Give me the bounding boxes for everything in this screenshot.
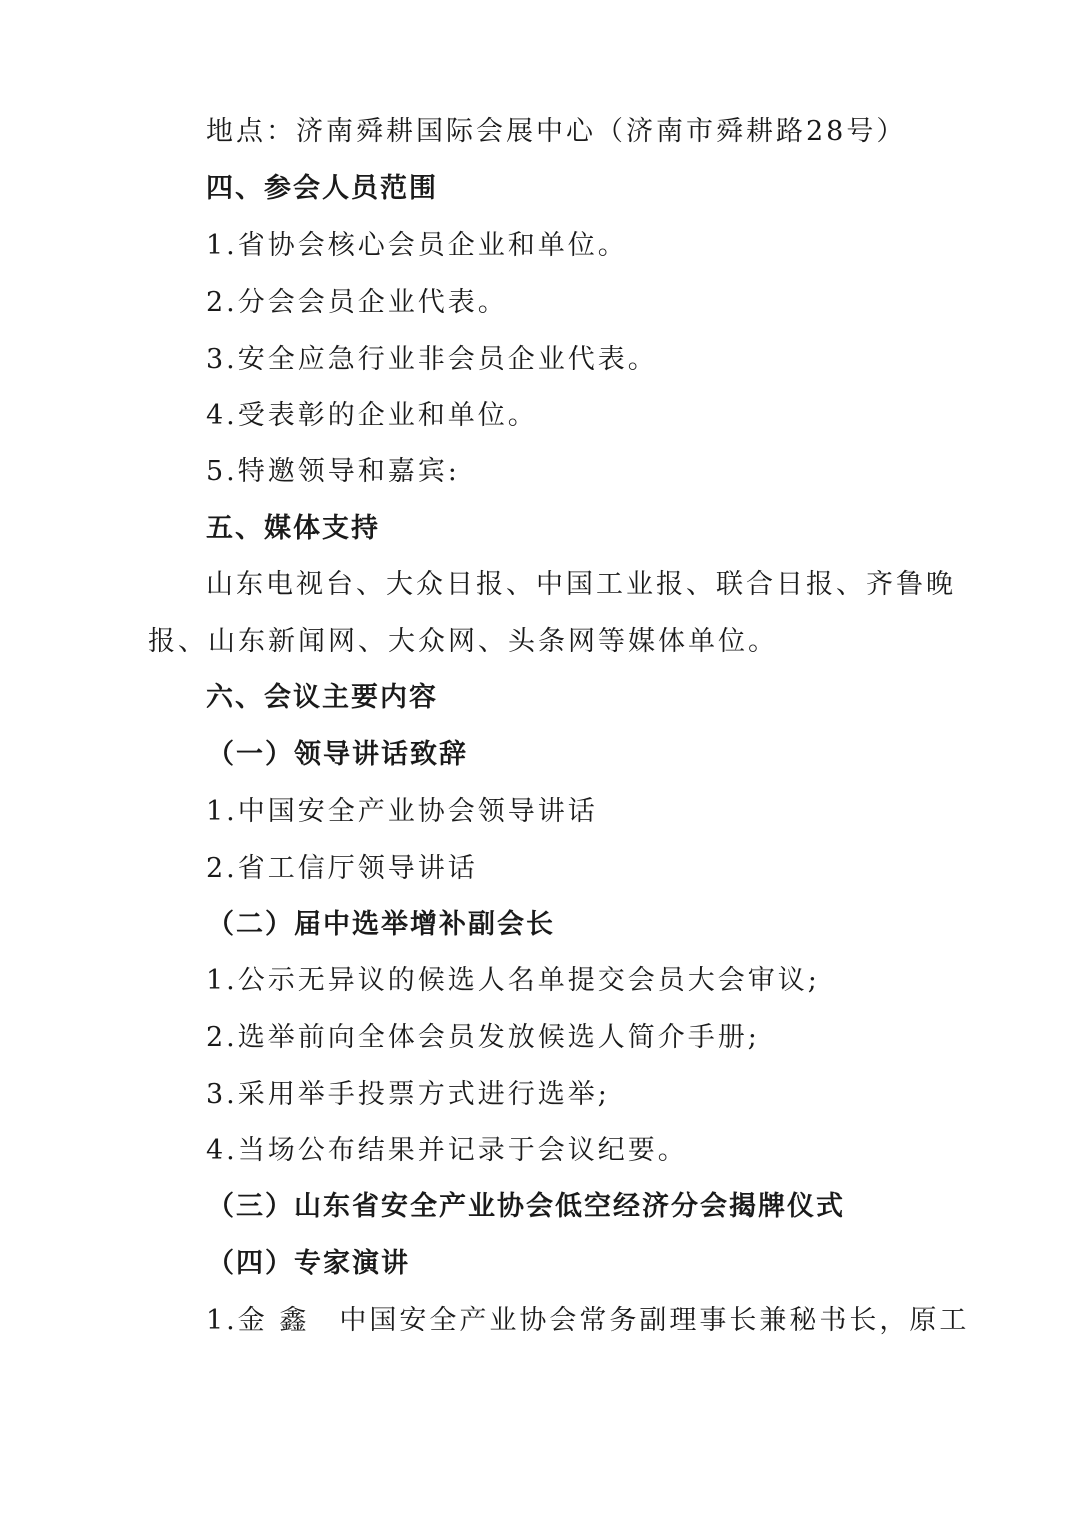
section5-text-line2: 报、山东新闻网、大众网、头条网等媒体单位。: [148, 626, 778, 657]
section4-item-5: 5.特邀领导和嘉宾:: [206, 456, 460, 487]
section6-sub2-title: （二）届中选举增补副会长: [207, 909, 555, 940]
section5-title: 五、媒体支持: [206, 513, 380, 544]
section6-sub1-item-1: 1.中国安全产业协会领导讲话: [206, 796, 598, 827]
section6-sub1-title: （一）领导讲话致辞: [207, 739, 468, 770]
section6-sub2-item-1: 1.公示无异议的候选人名单提交会员大会审议;: [206, 965, 820, 996]
section4-item-4: 4.受表彰的企业和单位。: [206, 400, 538, 431]
section4-item-2: 2.分会会员企业代表。: [206, 287, 508, 318]
section5-text-line1: 山东电视台、大众日报、中国工业报、联合日报、齐鲁晚: [206, 569, 956, 600]
section6-sub4-item-1: 1.金 鑫 中国安全产业协会常务副理事长兼秘书长，原工: [206, 1305, 970, 1336]
section4-item-1: 1.省协会核心会员企业和单位。: [206, 230, 628, 261]
location-line: 地点：济南舜耕国际会展中心（济南市舜耕路28号）: [206, 116, 907, 147]
section4-title: 四、参会人员范围: [206, 173, 438, 204]
section6-title: 六、会议主要内容: [206, 682, 438, 713]
section6-sub2-item-3: 3.采用举手投票方式进行选举;: [206, 1079, 610, 1110]
section6-sub2-item-4: 4.当场公布结果并记录于会议纪要。: [206, 1135, 688, 1166]
section6-sub1-item-2: 2.省工信厅领导讲话: [206, 853, 478, 884]
section6-sub3-title: （三）山东省安全产业协会低空经济分会揭牌仪式: [207, 1191, 845, 1222]
section6-sub2-item-2: 2.选举前向全体会员发放候选人简介手册;: [206, 1022, 760, 1053]
section4-item-3: 3.安全应急行业非会员企业代表。: [206, 344, 658, 375]
section6-sub4-title: （四）专家演讲: [207, 1248, 410, 1279]
